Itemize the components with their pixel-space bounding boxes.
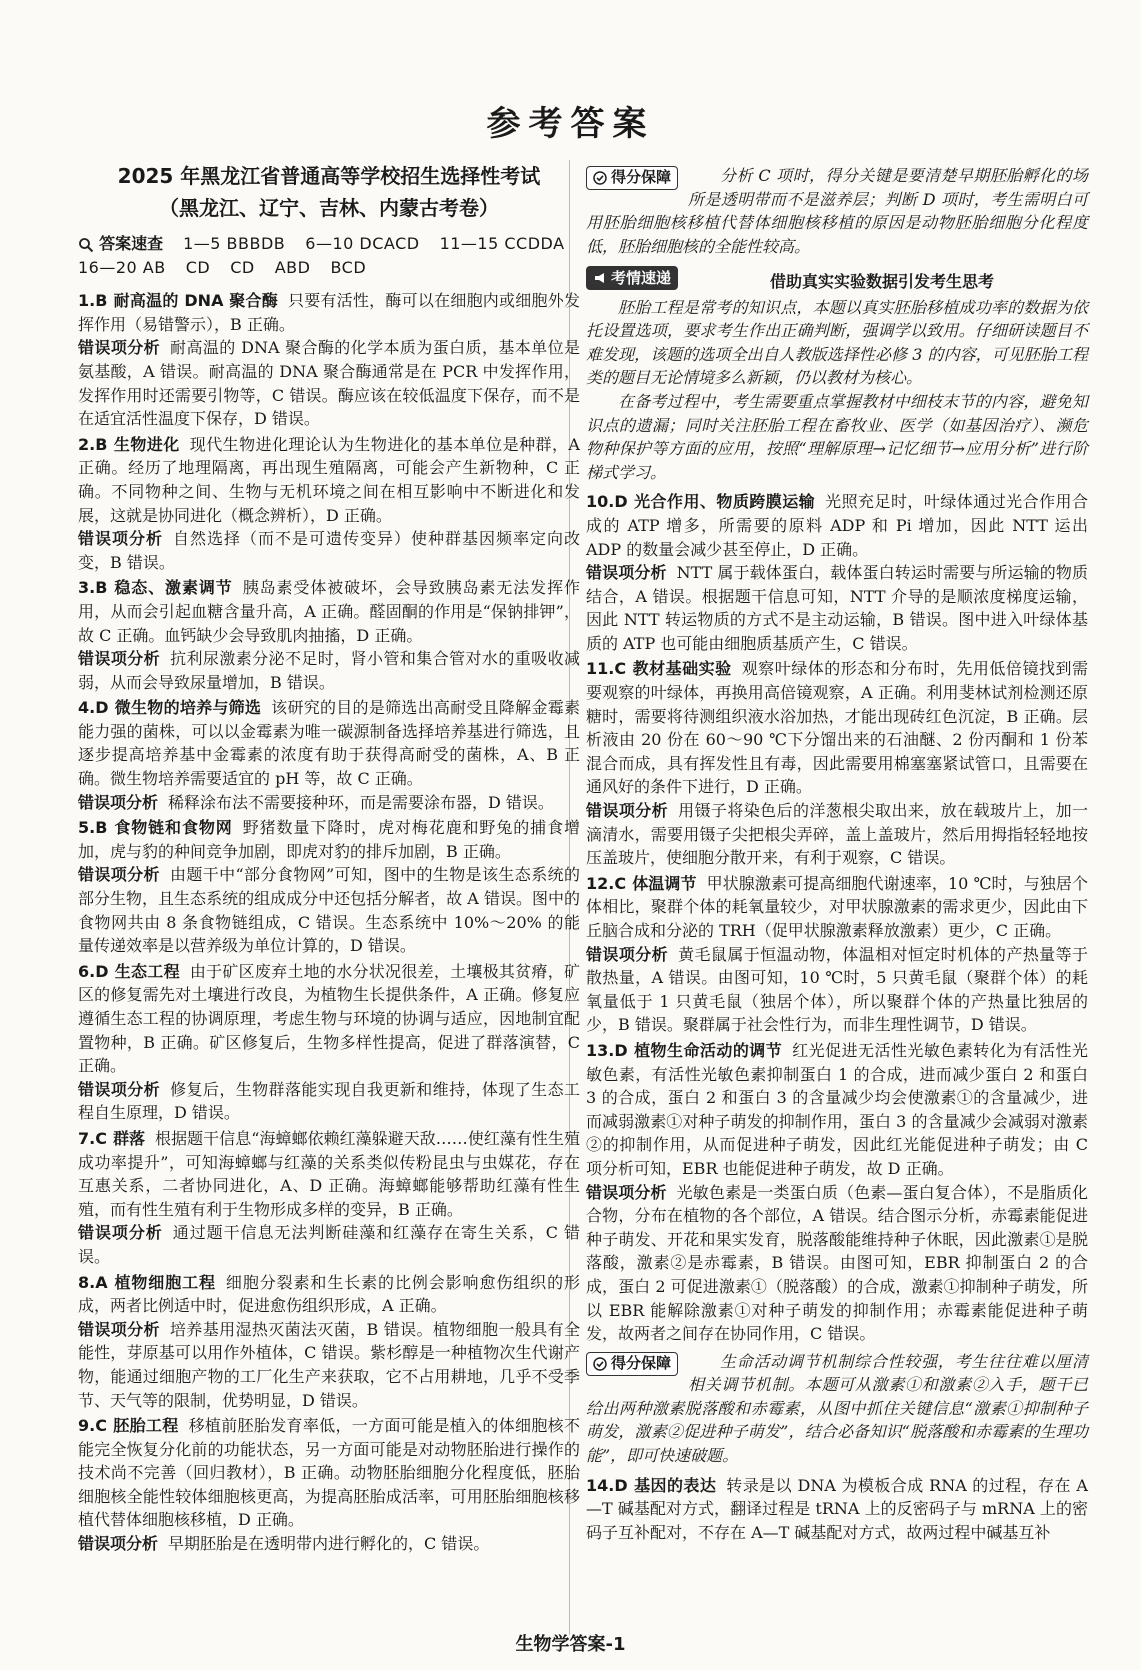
error-analysis-text: 早期胚胎是在透明带内进行孵化的，C 错误。 — [168, 1534, 490, 1554]
page-title: 参考答案 — [486, 104, 655, 144]
error-analysis-label: 错误项分析 — [78, 529, 163, 549]
right-answers — [586, 490, 1088, 1345]
question-topic: 胚胎工程 — [112, 1416, 179, 1436]
question-topic: 生态工程 — [114, 961, 180, 981]
question-number: 7.C — [78, 1128, 107, 1148]
score-guarantee-tag — [586, 1352, 678, 1376]
quick-answer: CD — [185, 257, 211, 277]
answer-text: 细胞分裂素和生长素的比例会影响愈伤组织的形成，两者比例适中时，促进愈伤组织形成，A 正确。 — [78, 1272, 580, 1316]
error-analysis-text: NTT 属于载体蛋白，载体蛋白转运时需要与所运输的物质结合，A 错误。根据题干信息可知，NTT 介导的是顺浓度梯度运输，因此 NTT 转运物质的方式不是主动运输，B 错误。图中进入叶绿体基质的 ATP 也可能由细胞质基质产生，C 错误。 — [586, 563, 1088, 653]
megaphone-icon — [593, 271, 607, 285]
answer-item — [78, 433, 580, 575]
answer-text: 根据题干信息“海蟑螂依赖红藻躲避天敌……使红藻有性生殖成功率提升”，可知海蟑螂与红藻的关系类似传粉昆虫与虫媒花，存在互惠关系，二者协同进化，A、D 正确。海蟑螂能够帮助红藻有性生殖，而有性生殖有利于生物形成多样的变异，B 正确。 — [78, 1128, 580, 1219]
error-analysis-text: 稀释涂布法不需要接种环，而是需要涂布器，D 错误。 — [168, 792, 554, 812]
score-guarantee-label: 得分保障 — [611, 1353, 672, 1372]
question-number: 14.D — [586, 1475, 628, 1495]
answer-text: 观察叶绿体的形态和分布时，先用低倍镜找到需要观察的叶绿体，再换用高倍镜观察，A 正确。利用斐林试剂检测还原糖时，需要将待测组织液水浴加热，才能出现砖红色沉淀，B 正确。层析液由 20 份在 60～90 ℃下分馏出来的石油醚、2 份丙酮和 1 份苯混合而成，具有挥发性且有毒，因此需要用棉塞塞紧试管口，且需要在通风好的条件下进行，D 正确。 — [586, 659, 1088, 797]
error-analysis-label: 错误项分析 — [78, 1079, 161, 1099]
answer-text: 该研究的目的是筛选出高耐受且降解金霉素能力强的菌株，可以以金霉素为唯一碳源制备选择培养基进行筛选，且逐步提高培养基中金霉素的浓度有助于获得高耐受的菌株，A、B 正确。微生物培养需要适宜的 pH 等，故 C 正确。 — [78, 698, 580, 789]
score-guarantee-box — [586, 164, 1088, 258]
question-topic: 群落 — [112, 1128, 146, 1148]
question-number: 10.D — [586, 492, 628, 512]
error-analysis-label: 错误项分析 — [78, 649, 161, 669]
question-topic: 教材基础实验 — [632, 659, 732, 679]
answer-text: 只要有活性，酶可以在细胞内或细胞外发挥作用（易错警示），B 正确。 — [78, 291, 580, 334]
quick-answer-label — [78, 232, 163, 256]
error-analysis-label: 错误项分析 — [586, 563, 667, 583]
answer-text: 胰岛素受体被破坏，会导致胰岛素无法发挥作用，从而会引起血糖含量升高，A 正确。醛固酮的作用是“保钠排钾”，故 C 正确。血钙缺少会导致肌肉抽搐，D 正确。 — [78, 578, 580, 645]
quick-answer: 1—5 BBBDB — [183, 234, 286, 253]
error-analysis-text: 修复后，生物群落能实现自我更新和维持，体现了生态工程自生原理，D 错误。 — [78, 1079, 580, 1123]
error-analysis-label: 错误项分析 — [78, 865, 160, 885]
error-analysis-label: 错误项分析 — [78, 792, 159, 812]
question-topic: 植物生命活动的调节 — [633, 1040, 783, 1060]
question-number: 8.A — [78, 1272, 108, 1292]
error-analysis-label: 错误项分析 — [586, 801, 669, 821]
question-number: 4.D — [78, 698, 109, 718]
error-analysis-label: 错误项分析 — [586, 1182, 667, 1202]
answer-text: 光照充足时，叶绿体通过光合作用合成的 ATP 增多，所需要的原料 ADP 和 Pi 增加，因此 NTT 运出 ADP 的数量会减少甚至停止，D 正确。 — [586, 492, 1088, 559]
exam-news-box — [586, 266, 1088, 484]
error-analysis-text: 耐高温的 DNA 聚合酶的化学本质为蛋白质，基本单位是氨基酸，A 错误。耐高温的 DNA 聚合酶通常是在 PCR 中发挥作用，发挥作用时还需要引物等，C 错误。酶应该在较低温度下保存，而不是在适宜活性温度下保存，D 错误。 — [78, 338, 580, 429]
question-topic: 微生物的培养与筛选 — [114, 698, 262, 718]
exam-news-tag — [586, 266, 678, 290]
question-topic: 植物细胞工程 — [113, 1272, 216, 1292]
error-analysis-label: 错误项分析 — [78, 1223, 163, 1243]
error-analysis-label: 错误项分析 — [586, 944, 669, 964]
answer-item — [78, 696, 580, 814]
left-column — [78, 160, 580, 1556]
right-column — [586, 160, 1088, 1544]
error-analysis-text: 自然选择（而不是可遗传变异）使种群基因频率定向改变，B 错误。 — [78, 529, 580, 572]
quick-answer: 16—20 AB — [78, 257, 166, 277]
answer-item — [586, 657, 1088, 869]
quick-answer: CD — [230, 257, 255, 277]
check-shield-icon — [593, 171, 607, 185]
answer-item — [78, 576, 580, 694]
answer-item — [78, 289, 580, 431]
error-analysis-text: 通过题干信息无法判断硅藻和红藻存在寄生关系，C 错误。 — [78, 1223, 580, 1266]
quick-answers — [78, 232, 580, 279]
answer-item — [586, 872, 1088, 1037]
error-analysis-text: 由题干中“部分食物网”可知，图中的生物是该生态系统的部分生物，且生态系统的组成成分中还包括分解者，故 A 错误。图中的食物网共由 8 条食物链组成，C 错误。生态系统中 10%～20% 的能量传递效率是以营养级为单位计算的，D 错误。 — [78, 865, 580, 956]
question-number: 12.C — [586, 873, 627, 893]
quick-label-text: 答案速查 — [99, 234, 164, 253]
error-analysis-text: 用镊子将染色后的洋葱根尖取出来，放在载玻片上，加一滴清水，需要用镊子尖把根尖弄碎，盖上盖玻片，然后用拇指轻轻地按压盖玻片，使细胞分散开来，有利于观察，C 错误。 — [586, 801, 1088, 868]
exam-news-paragraph: 在备考过程中，考生需要重点掌握教材中细枝末节的内容，避免知识点的遗漏；同时关注胚胎工程在畜牧业、医学（如基因治疗）、濒危物种保护等方面的应用，按照“理解原理→记忆细节→应用分析”进行阶梯式学习。 — [586, 391, 1088, 482]
answer-item — [586, 490, 1088, 655]
error-analysis-text: 培养基用湿热灭菌法灭菌，B 错误。植物细胞一般具有全能性，芽原基可以用作外植体，C 错误。紫杉醇是一种植物次生代谢产物，能通过细胞产物的工厂化生产来获取，它不占用耕地，几乎不受季节、天气等的限制，优势明显，D 错误。 — [78, 1319, 580, 1410]
question-number: 11.C — [586, 659, 627, 679]
answer-text: 现代生物进化理论认为生物进化的基本单位是种群，A 正确。经历了地理隔离，再出现生殖隔离，可能会产生新物种，C 正确。不同物种之间、生物与无机环境之间在相互影响中不断进化和发展，这就是协同进化（概念辨析），D 正确。 — [78, 434, 580, 525]
question-number: 3.B — [78, 578, 108, 598]
question-topic: 体温调节 — [632, 873, 697, 893]
answer-item — [78, 1127, 580, 1269]
question-number: 6.D — [78, 961, 109, 981]
answer-item — [78, 1414, 580, 1556]
quick-answer: ABD — [274, 257, 311, 277]
question-topic: 光合作用、物质跨膜运输 — [633, 492, 816, 512]
exam-title — [78, 160, 580, 224]
exam-news-label: 考情速递 — [611, 268, 672, 287]
score-guarantee-text: 分析 C 项时，得分关键是要清楚早期胚胎孵化的场所是透明带而不是滋养层；判断 D 项时，考生需明白可用胚胎细胞核移植代替体细胞核移植的原因是动物胚胎细胞分化程度低，胚胎细胞核的全能性较高。 — [586, 166, 1088, 256]
answer-text: 移植前胚胎发育率低，一方面可能是植入的体细胞核不能完全恢复分化前的功能状态，另一方面可能是对动物胚胎进行操作的技术尚不完善（回归教材），B 正确。动物胚胎细胞分化程度低，胚胎细胞核全能性较体细胞核更高，为提高胚胎成活率，可用胚胎细胞核移植代替体细胞核移植，D 正确。 — [78, 1416, 580, 1530]
answer-text: 转录是以 DNA 为模板合成 RNA 的过程，存在 A—T 碱基配对方式，翻译过程是 tRNA 上的反密码子与 mRNA 上的密码子互补配对，不存在 A—T 碱基配对方式，故两过程中碱基互补 — [586, 1475, 1088, 1542]
exam-title-line2: （黑龙江、辽宁、吉林、内蒙古考卷） — [159, 196, 499, 220]
error-analysis-text: 黄毛鼠属于恒温动物，体温相对恒定时机体的产热量等于散热量，A 错误。由图可知，10 ℃时，5 只黄毛鼠（聚群个体）的耗氧量低于 1 只黄毛鼠（独居个体），所以聚群个体的产热量比独居的少，B 错误。聚群属于社会性行为，而非生理性调节，D 错误。 — [586, 944, 1088, 1035]
left-answers — [78, 289, 580, 1555]
error-analysis-label: 错误项分析 — [78, 1319, 160, 1339]
question-topic: 耐高温的 DNA 聚合酶 — [113, 291, 278, 311]
score-guarantee-text: 生命活动调节机制综合性较强，考生往往难以厘清相关调节机制。本题可从激素①和激素②入手，题干已给出两种激素脱落酸和赤霉素，从图中抓住关键信息“激素①抑制种子萌发，激素②促进种子萌发”，结合必备知识“脱落酸和赤霉素的生理功能”，即可快速破题。 — [586, 1351, 1088, 1466]
quick-answer: 11—15 CCDDA — [439, 234, 565, 253]
question-topic: 基因的表达 — [633, 1475, 717, 1495]
question-topic: 生物进化 — [113, 434, 180, 454]
answer-item — [78, 960, 580, 1125]
answer-item — [586, 1039, 1088, 1346]
question-topic: 稳态、激素调节 — [113, 578, 233, 598]
answer-item — [586, 1474, 1088, 1545]
check-shield-icon — [593, 1357, 607, 1371]
answer-text: 甲状腺激素可提高细胞代谢速率，10 ℃时，与独居个体相比，聚群个体的耗氧量较少，对甲状腺激素的需求更少，因此由下丘脑合成和分泌的 TRH（促甲状腺激素释放激素）更少，C 正确。 — [586, 873, 1088, 940]
answer-item — [78, 1271, 580, 1413]
page-footer: 生物学答案-1 — [515, 1634, 626, 1655]
error-analysis-text: 光敏色素是一类蛋白质（色素—蛋白复合体），不是脂质化合物，分布在植物的各个部位，A 错误。结合图示分析，赤霉素能促进种子萌发、开花和果实发育，脱落酸能维持种子休眠，因此激素①是脱落酸，激素②是赤霉素，B 错误。由图可知，EBR 抑制蛋白 2 的合成，蛋白 2 可促进激素①（脱落酸）的合成，激素①抑制种子萌发，所以 EBR 能解除激素①对种子萌发的抑制作用；赤霉素能促进种子萌发，故两者之间存在协同作用，C 错误。 — [586, 1182, 1088, 1344]
exam-title-line1: 2025 年黑龙江省普通高等学校招生选择性考试 — [117, 164, 541, 188]
quick-answer: 6—10 DCACD — [305, 234, 420, 253]
answer-text: 由于矿区废弃土地的水分状况很差，土壤极其贫瘠，矿区的修复需先对土壤进行改良，为植物生长提供条件，A 正确。修复应遵循生态工程的协调原理，考虑生物与环境的协调与适应，因地制宜配置物种，B 正确。矿区修复后，生物多样性提高，促进了群落演替，C 正确。 — [78, 961, 580, 1076]
question-number: 9.C — [78, 1416, 107, 1436]
error-analysis-label: 错误项分析 — [78, 338, 161, 358]
question-topic: 食物链和食物网 — [113, 818, 233, 838]
score-guarantee-box — [586, 1350, 1088, 1468]
question-number: 13.D — [586, 1040, 628, 1060]
question-number: 5.B — [78, 818, 108, 838]
question-number: 1.B — [78, 291, 108, 311]
error-analysis-text: 抗利尿激素分泌不足时，肾小管和集合管对水的重吸收减弱，从而会导致尿量增加，B 错误。 — [78, 649, 580, 692]
answer-item — [78, 816, 580, 958]
exam-news-paragraph: 胚胎工程是常考的知识点，本题以真实胚胎移植成功率的数据为依托设置选项，要求考生作出正确判断，强调学以致用。仔细研读题目不难发现，该题的选项全出自人教版选择性必修 3 的内容，可见胚胎工程类的题目无论情境多么新颖，仍以教材为核心。 — [586, 297, 1088, 388]
magnifier-icon — [78, 237, 94, 253]
exam-news-title: 借助真实实验数据引发考生思考 — [769, 271, 994, 291]
quick-answer: BCD — [330, 257, 367, 277]
score-guarantee-tag — [586, 166, 678, 190]
score-guarantee-label: 得分保障 — [611, 168, 672, 187]
error-analysis-label: 错误项分析 — [78, 1534, 159, 1554]
answer-text: 红光促进无活性光敏色素转化为有活性光敏色素，有活性光敏色素抑制蛋白 1 的合成，进而减少蛋白 2 和蛋白 3 的合成，蛋白 2 和蛋白 3 的含量减少均会使激素①的含量减少，进而减弱激素①对种子萌发的抑制作用，蛋白 3 的含量减少会减弱对激素②的抑制作用，从而促进种子萌发，因此红光能促进种子萌发；由 C 项分析可知，EBR 也能促进种子萌发，故 D 正确。 — [586, 1040, 1088, 1178]
answer-text: 野猪数量下降时，虎对梅花鹿和野兔的捕食增加，虎与豹的种间竞争加剧，即虎对豹的排斥加剧，B 正确。 — [78, 818, 580, 861]
question-number: 2.B — [78, 434, 108, 454]
